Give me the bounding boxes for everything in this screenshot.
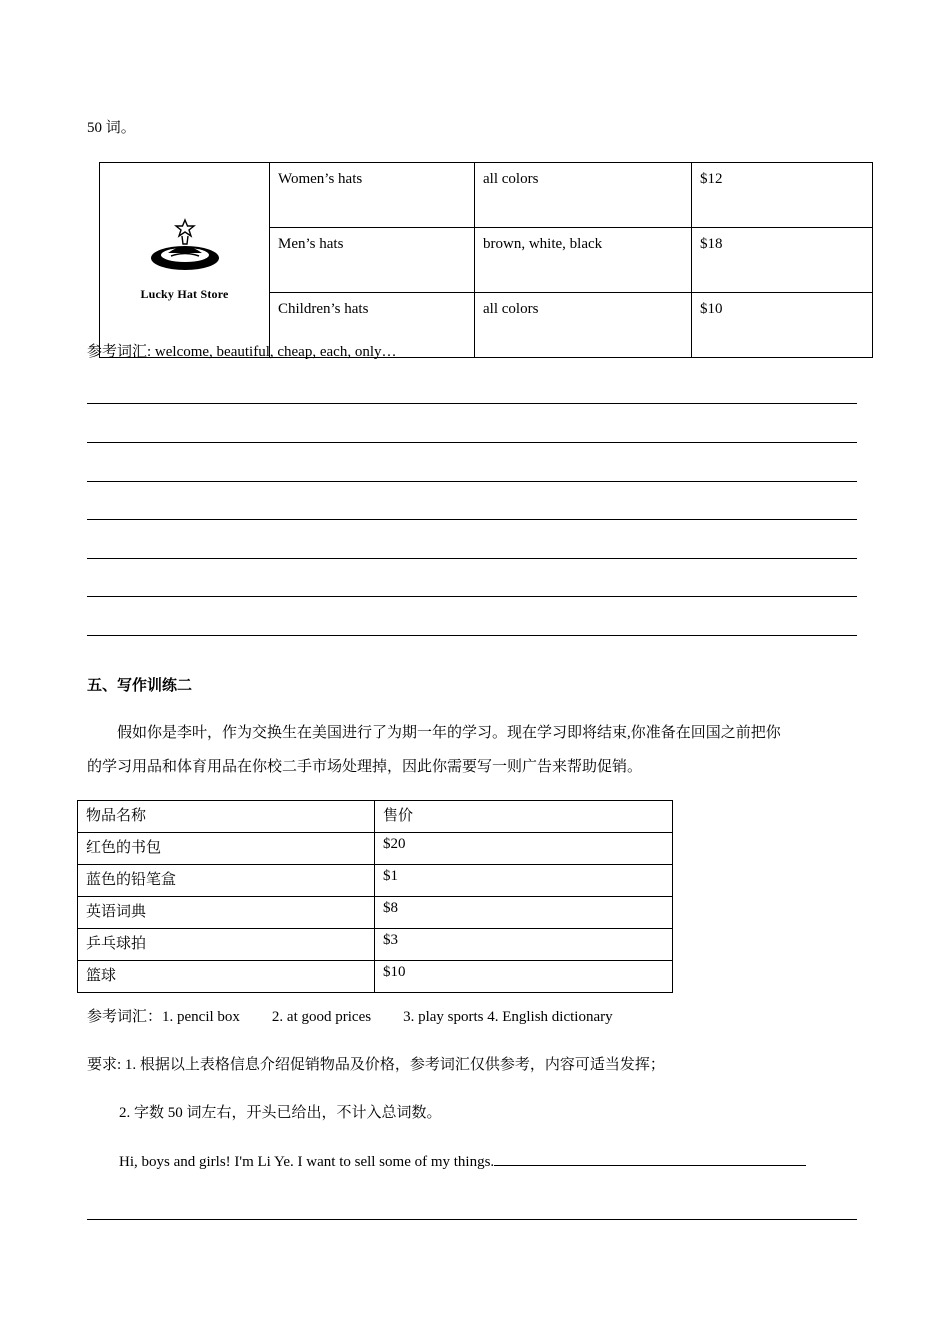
- reference-vocabulary-1: 参考词汇: welcome, beautiful, cheap, each, only…: [87, 344, 397, 360]
- opening-sentence: [119, 1150, 806, 1171]
- vocab-label: 参考词汇：: [87, 1009, 163, 1025]
- table-row: [78, 865, 673, 897]
- writing-line[interactable]: [87, 519, 857, 520]
- item-price: $3: [375, 929, 673, 961]
- task-paragraph-line-1: 假如你是李叶，作为交换生在美国进行了为期一年的学习。现在学习即将结束,你准备在回国之前把你: [117, 725, 781, 741]
- writing-line[interactable]: [87, 635, 857, 636]
- requirement-2: 2. 字数 50 词左右，开头已给出，不计入总词数。: [119, 1105, 442, 1121]
- table-row: [78, 961, 673, 993]
- item-price: $8: [375, 897, 673, 929]
- item-price: $20: [375, 833, 673, 865]
- task-paragraph-line-2: 的学习用品和体育用品在你校二手市场处理掉，因此你需要写一则广告来帮助促销。: [87, 759, 643, 775]
- hat-colors: all colors: [475, 293, 692, 358]
- writing-line[interactable]: [87, 442, 857, 443]
- item-price: $10: [375, 961, 673, 993]
- vocab-item: 1. pencil box: [162, 1009, 240, 1025]
- header-price: 售价: [375, 801, 673, 833]
- header-item-name: 物品名称: [78, 801, 375, 833]
- hat-price: $10: [692, 293, 873, 358]
- hat-colors: brown, white, black: [475, 228, 692, 293]
- writing-line[interactable]: [87, 1219, 857, 1220]
- vocab-item: 3. play sports 4. English dictionary: [403, 1009, 613, 1025]
- store-logo-cell: [100, 163, 270, 358]
- item-price: $1: [375, 865, 673, 897]
- table-row: [78, 833, 673, 865]
- hat-price: $18: [692, 228, 873, 293]
- answer-blank[interactable]: [494, 1150, 806, 1166]
- requirement-1: 要求: 1. 根据以上表格信息介绍促销物品及价格，参考词汇仅供参考，内容可适当发挥；: [87, 1057, 665, 1073]
- table-row: [78, 929, 673, 961]
- writing-line[interactable]: [87, 403, 857, 404]
- item-name: 蓝色的铅笔盒: [78, 865, 375, 897]
- item-name: 红色的书包: [78, 833, 375, 865]
- hat-item: Women’s hats: [270, 163, 475, 228]
- hat-item: Men’s hats: [270, 228, 475, 293]
- store-logo-text: Lucky Hat Store: [140, 287, 229, 301]
- vocab-item: 2. at good prices: [271, 1009, 372, 1025]
- item-name: 乒乓球拍: [78, 929, 375, 961]
- opening-text: Hi, boys and girls! I'm Li Ye. I want to sell some of my things.: [119, 1154, 495, 1170]
- table-header-row: [78, 801, 673, 833]
- item-name: 篮球: [78, 961, 375, 993]
- hat-item: Children’s hats: [270, 293, 475, 358]
- hat-colors: all colors: [475, 163, 692, 228]
- hat-price: $12: [692, 163, 873, 228]
- section-heading: 五、写作训练二: [87, 678, 193, 694]
- table-row: [78, 897, 673, 929]
- item-name: 英语词典: [78, 897, 375, 929]
- reference-vocabulary-2: [87, 1005, 613, 1026]
- hat-store-logo-icon: [135, 218, 235, 280]
- writing-line[interactable]: [87, 481, 857, 482]
- hat-price-table: [99, 162, 873, 358]
- word-count-note: 50 词。: [87, 120, 136, 136]
- writing-line[interactable]: [87, 596, 857, 597]
- writing-line[interactable]: [87, 558, 857, 559]
- table-row: [100, 163, 873, 228]
- sale-items-table: [77, 800, 673, 993]
